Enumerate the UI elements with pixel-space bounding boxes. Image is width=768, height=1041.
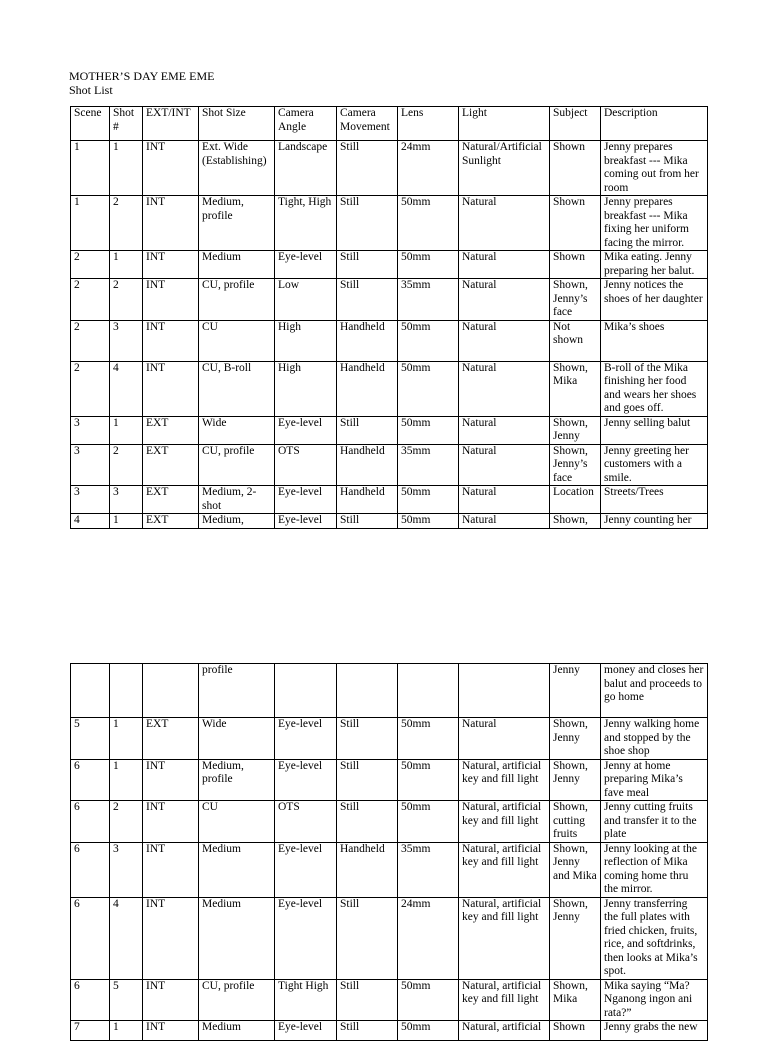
ext-int-cell: INT xyxy=(143,279,199,321)
camera-movement-cell: Still xyxy=(337,141,398,196)
camera-angle-cell: Eye-level xyxy=(275,416,337,444)
camera-angle-cell: OTS xyxy=(275,444,337,486)
lens-cell: 50mm xyxy=(398,486,459,514)
subject-cell: Jenny xyxy=(550,664,601,718)
description-cell: Jenny greeting her customers with a smile. xyxy=(601,444,708,486)
camera-movement-cell: Still xyxy=(337,1021,398,1041)
shot-size-cell: Medium xyxy=(199,897,275,979)
light-cell: Natural, artificial key and fill light xyxy=(459,979,550,1021)
camera-movement-cell: Still xyxy=(337,416,398,444)
shot-size-cell: CU, profile xyxy=(199,279,275,321)
shot-size-cell: CU xyxy=(199,320,275,361)
lens-cell: 50mm xyxy=(398,514,459,529)
light-cell: Natural xyxy=(459,279,550,321)
shot-cell: 3 xyxy=(110,486,143,514)
ext-int-cell: EXT xyxy=(143,416,199,444)
subject-cell: Not shown xyxy=(550,320,601,361)
shot-cell: Shot # xyxy=(110,107,143,141)
camera-movement-cell: Camera Movement xyxy=(337,107,398,141)
camera-angle-cell: High xyxy=(275,320,337,361)
description-cell: Jenny looking at the reflection of Mika coming home thru the mirror. xyxy=(601,842,708,897)
table-row xyxy=(71,320,708,361)
subject-cell: Shown, Jenny and Mika xyxy=(550,842,601,897)
light-cell: Natural xyxy=(459,196,550,251)
lens-cell: 50mm xyxy=(398,196,459,251)
table-row xyxy=(71,416,708,444)
table-row xyxy=(71,361,708,416)
camera-movement-cell: Still xyxy=(337,979,398,1021)
subject-cell: Shown xyxy=(550,1021,601,1041)
table-row xyxy=(71,718,708,760)
ext-int-cell xyxy=(143,664,199,718)
light-cell: Natural xyxy=(459,486,550,514)
ext-int-cell: INT xyxy=(143,361,199,416)
table-row xyxy=(71,801,708,843)
shot-size-cell: Medium xyxy=(199,1021,275,1041)
subject-cell: Subject xyxy=(550,107,601,141)
ext-int-cell: INT xyxy=(143,759,199,801)
lens-cell xyxy=(398,664,459,718)
light-cell: Natural/Artificial Sunlight xyxy=(459,141,550,196)
table-row xyxy=(71,486,708,514)
scene-cell: 6 xyxy=(71,897,110,979)
shot-cell: 4 xyxy=(110,897,143,979)
document-title: MOTHER’S DAY EME EME xyxy=(69,69,215,83)
lens-cell: 50mm xyxy=(398,801,459,843)
shot-cell: 3 xyxy=(110,842,143,897)
camera-movement-cell: Still xyxy=(337,196,398,251)
shot-cell: 1 xyxy=(110,141,143,196)
scene-cell: Scene xyxy=(71,107,110,141)
subject-cell: Shown, cutting fruits xyxy=(550,801,601,843)
table-row xyxy=(71,251,708,279)
camera-movement-cell: Still xyxy=(337,251,398,279)
description-cell: Jenny prepares breakfast --- Mika fixing her uniform facing the mirror. xyxy=(601,196,708,251)
lens-cell: 35mm xyxy=(398,279,459,321)
light-cell: Natural, artificial xyxy=(459,1021,550,1041)
ext-int-cell: INT xyxy=(143,251,199,279)
camera-movement-cell: Still xyxy=(337,514,398,529)
description-cell: Mika’s shoes xyxy=(601,320,708,361)
lens-cell: 50mm xyxy=(398,320,459,361)
subject-cell: Shown, Jenny xyxy=(550,897,601,979)
camera-angle-cell: Eye-level xyxy=(275,486,337,514)
ext-int-cell: INT xyxy=(143,320,199,361)
camera-angle-cell: Eye-level xyxy=(275,1021,337,1041)
camera-movement-cell: Handheld xyxy=(337,361,398,416)
shot-cell: 2 xyxy=(110,801,143,843)
ext-int-cell: EXT xyxy=(143,444,199,486)
subject-cell: Shown xyxy=(550,141,601,196)
shot-size-cell: CU xyxy=(199,801,275,843)
camera-angle-cell: Eye-level xyxy=(275,897,337,979)
shot-cell: 1 xyxy=(110,1021,143,1041)
scene-cell: 6 xyxy=(71,759,110,801)
ext-int-cell: EXT xyxy=(143,514,199,529)
description-cell: Jenny prepares breakfast --- Mika coming out from her room xyxy=(601,141,708,196)
camera-movement-cell: Still xyxy=(337,718,398,760)
scene-cell: 1 xyxy=(71,141,110,196)
ext-int-cell: INT xyxy=(143,141,199,196)
lens-cell: 50mm xyxy=(398,1021,459,1041)
description-cell: Jenny at home preparing Mika’s fave meal xyxy=(601,759,708,801)
light-cell: Natural, artificial key and fill light xyxy=(459,759,550,801)
scene-cell: 3 xyxy=(71,486,110,514)
table-row xyxy=(71,979,708,1021)
subject-cell: Shown, Jenny’s face xyxy=(550,279,601,321)
camera-angle-cell: Eye-level xyxy=(275,718,337,760)
camera-movement-cell: Still xyxy=(337,759,398,801)
camera-angle-cell: Eye-level xyxy=(275,514,337,529)
shot-cell: 5 xyxy=(110,979,143,1021)
lens-cell: 50mm xyxy=(398,718,459,760)
subject-cell: Shown, Jenny’s face xyxy=(550,444,601,486)
subject-cell: Shown, Mika xyxy=(550,361,601,416)
camera-angle-cell: Eye-level xyxy=(275,759,337,801)
description-cell: Streets/Trees xyxy=(601,486,708,514)
scene-cell: 3 xyxy=(71,444,110,486)
light-cell: Light xyxy=(459,107,550,141)
shot-list-table-page-2 xyxy=(70,663,708,1041)
shot-cell: 1 xyxy=(110,251,143,279)
document-subtitle: Shot List xyxy=(69,83,113,97)
camera-angle-cell: Low xyxy=(275,279,337,321)
subject-cell: Shown, Jenny xyxy=(550,718,601,760)
description-cell: Jenny notices the shoes of her daughter xyxy=(601,279,708,321)
lens-cell: 35mm xyxy=(398,842,459,897)
lens-cell: 50mm xyxy=(398,361,459,416)
camera-angle-cell: Eye-level xyxy=(275,251,337,279)
camera-movement-cell: Handheld xyxy=(337,842,398,897)
lens-cell: 50mm xyxy=(398,251,459,279)
table-row xyxy=(71,897,708,979)
table-row xyxy=(71,759,708,801)
description-cell: B-roll of the Mika finishing her food and wears her shoes and goes off. xyxy=(601,361,708,416)
description-cell: Mika eating. Jenny preparing her balut. xyxy=(601,251,708,279)
shot-cell: 1 xyxy=(110,759,143,801)
light-cell xyxy=(459,664,550,718)
scene-cell: 1 xyxy=(71,196,110,251)
ext-int-cell: INT xyxy=(143,979,199,1021)
shot-size-cell: Medium, xyxy=(199,514,275,529)
scene-cell: 2 xyxy=(71,361,110,416)
description-cell: Description xyxy=(601,107,708,141)
ext-int-cell: INT xyxy=(143,1021,199,1041)
shot-cell: 1 xyxy=(110,514,143,529)
table-row xyxy=(71,279,708,321)
table-row xyxy=(71,141,708,196)
shot-size-cell: Wide xyxy=(199,416,275,444)
table-row xyxy=(71,842,708,897)
light-cell: Natural xyxy=(459,320,550,361)
description-cell: Jenny counting her xyxy=(601,514,708,529)
shot-size-cell: Medium, 2-shot xyxy=(199,486,275,514)
shot-cell: 2 xyxy=(110,444,143,486)
description-cell: Jenny transferring the full plates with fried chicken, fruits, rice, and softdrinks, then looks at Mika’s spot. xyxy=(601,897,708,979)
shot-cell: 2 xyxy=(110,196,143,251)
lens-cell: Lens xyxy=(398,107,459,141)
description-cell: Jenny grabs the new xyxy=(601,1021,708,1041)
subject-cell: Shown, Jenny xyxy=(550,759,601,801)
light-cell: Natural, artificial key and fill light xyxy=(459,897,550,979)
ext-int-cell: INT xyxy=(143,801,199,843)
scene-cell: 6 xyxy=(71,801,110,843)
camera-movement-cell: Still xyxy=(337,897,398,979)
lens-cell: 24mm xyxy=(398,897,459,979)
camera-movement-cell: Handheld xyxy=(337,444,398,486)
table-row xyxy=(71,444,708,486)
shot-size-cell: CU, profile xyxy=(199,979,275,1021)
ext-int-cell: INT xyxy=(143,196,199,251)
camera-angle-cell: Eye-level xyxy=(275,842,337,897)
subject-cell: Shown, xyxy=(550,514,601,529)
scene-cell: 5 xyxy=(71,718,110,760)
camera-angle-cell xyxy=(275,664,337,718)
table-row xyxy=(71,664,708,718)
light-cell: Natural xyxy=(459,251,550,279)
ext-int-cell: INT xyxy=(143,842,199,897)
lens-cell: 50mm xyxy=(398,759,459,801)
camera-movement-cell: Still xyxy=(337,801,398,843)
subject-cell: Shown, Mika xyxy=(550,979,601,1021)
light-cell: Natural, artificial key and fill light xyxy=(459,842,550,897)
description-cell: Mika saying “Ma? Nganong ingon ani rata?” xyxy=(601,979,708,1021)
shot-cell: 1 xyxy=(110,416,143,444)
scene-cell: 7 xyxy=(71,1021,110,1041)
camera-movement-cell: Handheld xyxy=(337,320,398,361)
shot-cell: 3 xyxy=(110,320,143,361)
subject-cell: Shown xyxy=(550,196,601,251)
scene-cell: 4 xyxy=(71,514,110,529)
ext-int-cell: INT xyxy=(143,897,199,979)
camera-angle-cell: OTS xyxy=(275,801,337,843)
light-cell: Natural xyxy=(459,416,550,444)
shot-size-cell: CU, profile xyxy=(199,444,275,486)
light-cell: Natural xyxy=(459,444,550,486)
scene-cell: 6 xyxy=(71,842,110,897)
light-cell: Natural xyxy=(459,361,550,416)
shot-cell: 2 xyxy=(110,279,143,321)
camera-angle-cell: Tight, High xyxy=(275,196,337,251)
scene-cell: 3 xyxy=(71,416,110,444)
light-cell: Natural xyxy=(459,514,550,529)
shot-size-cell: Wide xyxy=(199,718,275,760)
scene-cell xyxy=(71,664,110,718)
table-row xyxy=(71,196,708,251)
ext-int-cell: EXT xyxy=(143,486,199,514)
table-row xyxy=(71,514,708,529)
scene-cell: 6 xyxy=(71,979,110,1021)
description-cell: Jenny walking home and stopped by the shoe shop xyxy=(601,718,708,760)
description-cell: Jenny cutting fruits and transfer it to the plate xyxy=(601,801,708,843)
camera-movement-cell: Still xyxy=(337,279,398,321)
document-heading xyxy=(69,69,214,97)
scene-cell: 2 xyxy=(71,279,110,321)
lens-cell: 50mm xyxy=(398,979,459,1021)
shot-size-cell: profile xyxy=(199,664,275,718)
shot-cell xyxy=(110,664,143,718)
lens-cell: 24mm xyxy=(398,141,459,196)
ext-int-cell: EXT xyxy=(143,718,199,760)
shot-size-cell: CU, B-roll xyxy=(199,361,275,416)
subject-cell: Shown, Jenny xyxy=(550,416,601,444)
camera-angle-cell: Landscape xyxy=(275,141,337,196)
shot-size-cell: Medium xyxy=(199,251,275,279)
scene-cell: 2 xyxy=(71,251,110,279)
description-cell: money and closes her balut and proceeds to go home xyxy=(601,664,708,718)
shot-size-cell: Medium xyxy=(199,842,275,897)
shot-size-cell: Ext. Wide (Establishing) xyxy=(199,141,275,196)
light-cell: Natural xyxy=(459,718,550,760)
camera-angle-cell: Tight High xyxy=(275,979,337,1021)
shot-size-cell: Medium, profile xyxy=(199,196,275,251)
shot-size-cell: Shot Size xyxy=(199,107,275,141)
light-cell: Natural, artificial key and fill light xyxy=(459,801,550,843)
shot-cell: 1 xyxy=(110,718,143,760)
subject-cell: Location xyxy=(550,486,601,514)
lens-cell: 35mm xyxy=(398,444,459,486)
table-header-row xyxy=(71,107,708,141)
shot-size-cell: Medium, profile xyxy=(199,759,275,801)
ext-int-cell: EXT/INT xyxy=(143,107,199,141)
scene-cell: 2 xyxy=(71,320,110,361)
camera-angle-cell: Camera Angle xyxy=(275,107,337,141)
shot-list-table-page-1 xyxy=(70,106,708,529)
subject-cell: Shown xyxy=(550,251,601,279)
description-cell: Jenny selling balut xyxy=(601,416,708,444)
lens-cell: 50mm xyxy=(398,416,459,444)
camera-movement-cell: Handheld xyxy=(337,486,398,514)
camera-angle-cell: High xyxy=(275,361,337,416)
shot-cell: 4 xyxy=(110,361,143,416)
camera-movement-cell xyxy=(337,664,398,718)
